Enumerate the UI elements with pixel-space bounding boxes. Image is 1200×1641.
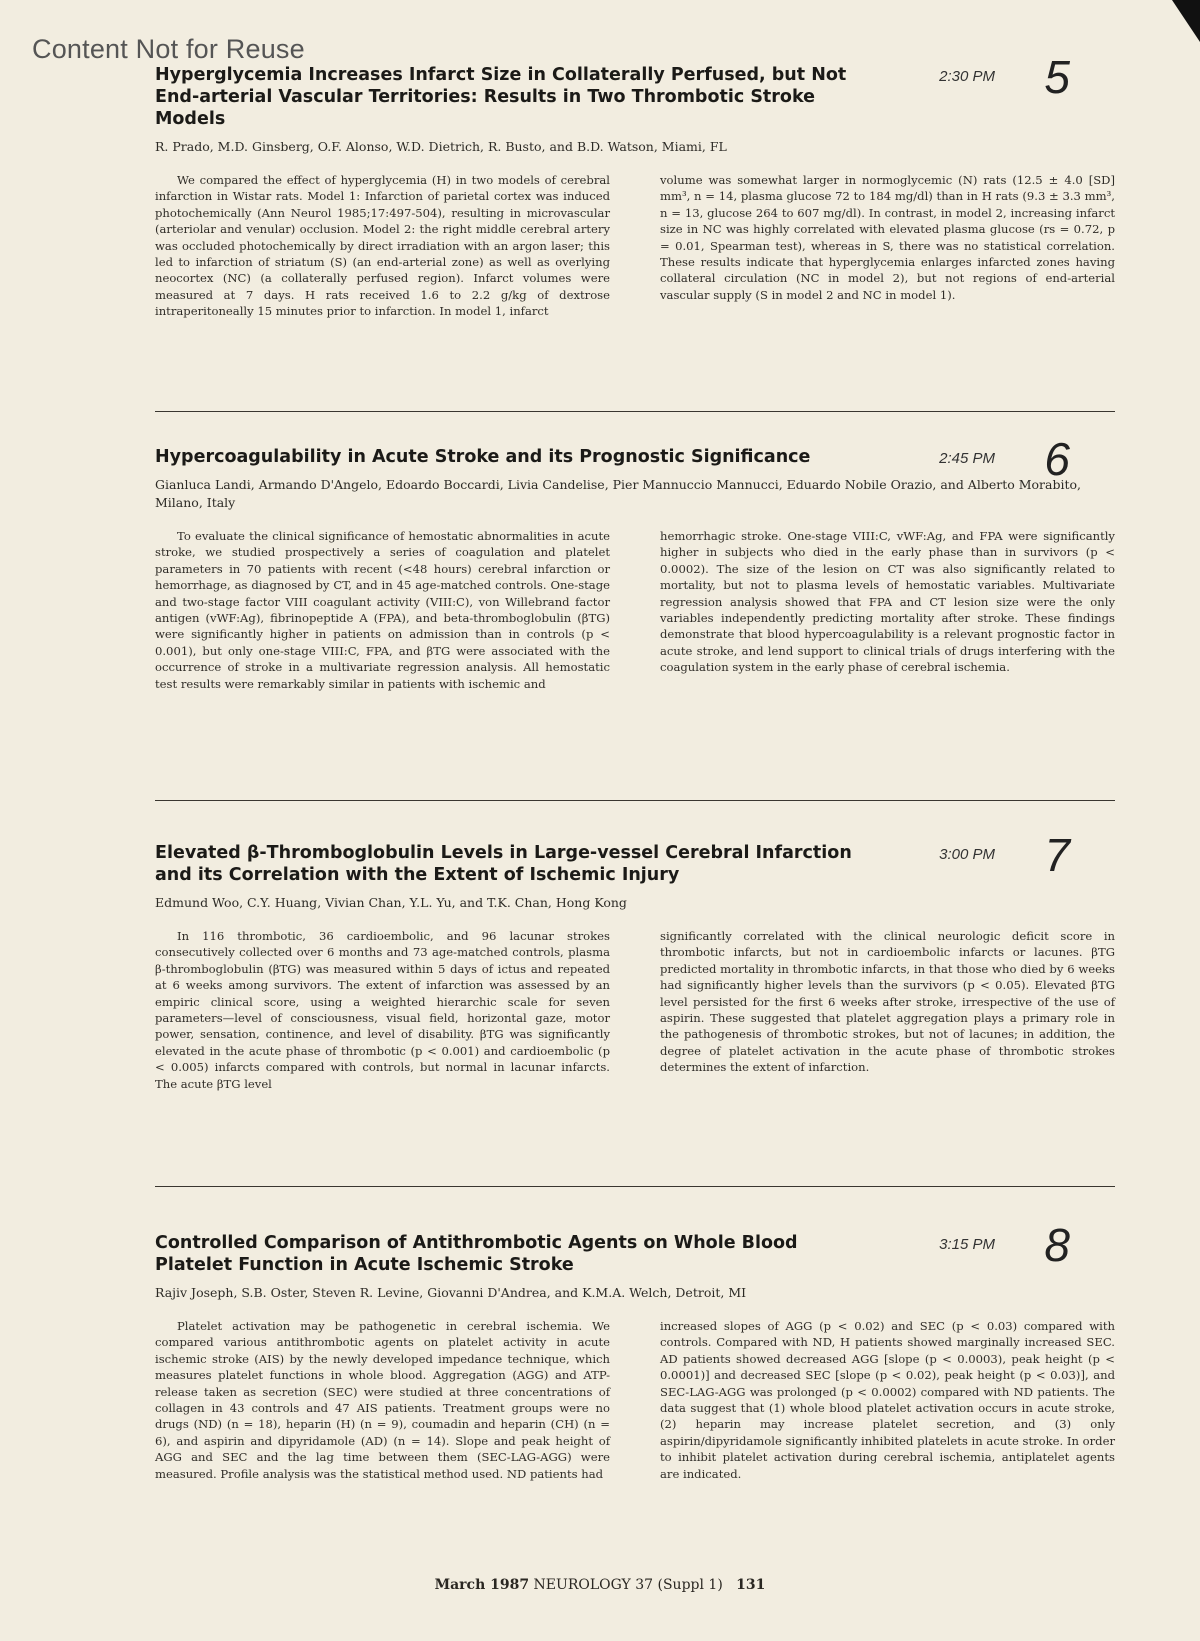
session-time: 3:15 PM	[939, 1236, 995, 1253]
page-corner	[1172, 0, 1200, 42]
abstract-authors: Gianluca Landi, Armando D'Angelo, Edoardo Boccardi, Livia Candelise, Pier Mannuccio Mannucci, Eduardo Nobile Orazio, and Alberto Morabito, Milano, Italy	[155, 477, 1081, 510]
abstract-title: Hypercoagulability in Acute Stroke and its Prognostic Significance	[155, 447, 811, 467]
abstract-number: 5	[1044, 51, 1070, 103]
abstract-text-right: increased slopes of AGG (p < 0.02) and SEC (p < 0.03) compared with controls. Compared with ND, H patients showed marginally increased SEC. AD patients showed decreased AGG [slope (p < 0.0003), peak height (p < 0.0001)] and decreased SEC [slope (p < 0.02), peak height (p < 0.03)], and SEC-LAG-AGG was prolonged (p < 0.0002) compared with ND patients. The data suggest that (1) whole blood platelet activation occurs in acute stroke, (2) heparin may increase platelet secretion, and (3) only aspirin/dipyridamole significantly inhibited platelets in acute stroke. In order to inhibit platelet activation during cerebral ischemia, antiplatelet agents are indicated.	[660, 1319, 1115, 1481]
abstract-title: Elevated β-Thromboglobulin Levels in Large-vessel Cerebral Infarction and its Correlation with the Extent of Ischemic Injury	[155, 843, 852, 885]
abstract-authors: R. Prado, M.D. Ginsberg, O.F. Alonso, W.D. Dietrich, R. Busto, and B.D. Watson, Miami, FL	[155, 139, 727, 154]
abstract-number: 7	[1044, 829, 1070, 881]
abstract-text-left: To evaluate the clinical significance of hemostatic abnormalities in acute stroke, we studied prospectively a series of coagulation and platelet parameters in 70 patients with recent (<48 hours) cerebral infarction or hemorrhage, as diagnosed by CT, and in 45 age-matched controls. One-stage and two-stage factor VIII coagulant activity (VIII:C), von Willebrand factor antigen (vWF:Ag), fibrinopeptide A (FPA), and beta-thromboglobulin (βTG) were significantly higher in patients on admission than in controls (p < 0.001), but only one-stage VIII:C, FPA, and βTG were associated with the occurrence of stroke in a multivariate regression analysis. All hemostatic test results were remarkably similar in patients with ischemic and	[155, 529, 610, 691]
abstract-authors: Rajiv Joseph, S.B. Oster, Steven R. Levine, Giovanni D'Andrea, and K.M.A. Welch, Detroit, MI	[155, 1285, 747, 1300]
abstract-number: 6	[1044, 433, 1070, 485]
abstract-title: Controlled Comparison of Antithrombotic Agents on Whole Blood Platelet Function in Acute Ischemic Stroke	[155, 1233, 798, 1275]
abstract-text-left: We compared the effect of hyperglycemia (H) in two models of cerebral infarction in Wistar rats. Model 1: Infarction of parietal cortex was induced photochemically (Ann Neurol 1985;17:497-504), resulting in microvascular (arteriolar and venular) occlusion. Model 2: the right middle cerebral artery was occluded photochemically by direct irradiation with an argon laser; this led to infarction of striatum (S) (an end-arterial zone) as well as overlying neocortex (NC) (a collaterally perfused region). Infarct volumes were measured at 7 days. H rats received 1.6 to 2.2 g/kg of dextrose intraperitoneally 15 minutes prior to infarction. In model 1, infarct	[155, 173, 610, 319]
abstract-5	[155, 51, 1115, 320]
abstract-text-left: Platelet activation may be pathogenetic in cerebral ischemia. We compared various antithrombotic agents on platelet activity in acute ischemic stroke (AIS) by the newly developed impedance technique, which measures platelet functions in whole blood. Aggregation (AGG) and ATP-release taken as secretion (SEC) were studied at three concentrations of collagen in 43 controls and 47 AIS patients. Treatment groups were no drugs (ND) (n = 18), heparin (H) (n = 9), coumadin and heparin (CH) (n = 6), and aspirin and dipyridamole (AD) (n = 14). Slope and peak height of AGG and SEC and the lag time between them (SEC-LAG-AGG) were measured. Profile analysis was the statistical method used. ND patients had	[155, 1319, 610, 1481]
session-time: 2:45 PM	[939, 450, 995, 467]
session-time: 3:00 PM	[939, 846, 995, 863]
section-divider	[155, 1186, 1115, 1187]
abstract-6	[155, 433, 1115, 692]
abstract-title: Hyperglycemia Increases Infarct Size in Collaterally Perfused, but Not End-arterial Vascular Territories: Results in Two Thrombotic Stroke Models	[155, 65, 847, 129]
section-divider	[155, 800, 1115, 801]
watermark: Content Not for Reuse	[32, 34, 305, 64]
session-time: 2:30 PM	[939, 68, 995, 85]
abstract-text-right: hemorrhagic stroke. One-stage VIII:C, vWF:Ag, and FPA were significantly higher in subjects who died in the early phase than in survivors (p < 0.0002). The size of the lesion on CT was also significantly related to mortality, but not to plasma levels of hemostatic variables. Multivariate regression analysis showed that FPA and CT lesion size were the only variables independently predicting mortality after stroke. These findings demonstrate that blood hypercoagulability is a relevant prognostic factor in acute stroke, and lend support to clinical trials of drugs interfering with the coagulation system in the early phase of cerebral ischemia.	[660, 529, 1115, 675]
abstract-8	[155, 1219, 1115, 1482]
abstract-authors: Edmund Woo, C.Y. Huang, Vivian Chan, Y.L. Yu, and T.K. Chan, Hong Kong	[155, 895, 627, 910]
abstract-text-right: significantly correlated with the clinical neurologic deficit score in thrombotic infarcts, but not in cardioembolic infarcts or lacunes. βTG predicted mortality in thrombotic infarcts, in that those who died by 6 weeks had significantly higher levels than the survivors (p < 0.05). Elevated βTG level persisted for the first 6 weeks after stroke, irrespective of the use of aspirin. These suggested that platelet aggregation plays a primary role in the pathogenesis of thrombotic strokes, but not of lacunes; in addition, the degree of platelet activation in the acute phase of thrombotic strokes determines the extent of infarction.	[660, 929, 1115, 1075]
footer-journal: NEUROLOGY 37 (Suppl 1)	[533, 1577, 723, 1593]
footer-date: March 1987	[434, 1577, 530, 1593]
page-footer	[0, 1577, 1200, 1593]
abstract-text-right: volume was somewhat larger in normoglycemic (N) rats (12.5 ± 4.0 [SD] mm³, n = 14, plasma glucose 72 to 184 mg/dl) than in H rats (9.3 ± 3.3 mm³, n = 13, glucose 264 to 607 mg/dl). In contrast, in model 2, increasing infarct size in NC was highly correlated with elevated plasma glucose (rs = 0.72, p = 0.01, Spearman test), whereas in S, there was no statistical correlation. These results indicate that hyperglycemia enlarges infarcted zones having collateral circulation (NC in model 2), but not regions of end-arterial vascular supply (S in model 2 and NC in model 1).	[660, 173, 1115, 302]
abstract-text-left: In 116 thrombotic, 36 cardioembolic, and 96 lacunar strokes consecutively collected over 6 months and 73 age-matched controls, plasma β-thromboglobulin (βTG) was measured within 5 days of ictus and repeated at 6 weeks among survivors. The extent of infarction was assessed by an empiric clinical score, using a weighted hierarchic scale for seven parameters—level of consciousness, visual field, horizontal gaze, motor power, sensation, continence, and level of disability. βTG was significantly elevated in the acute phase of thrombotic (p < 0.001) and cardioembolic (p < 0.005) infarcts compared with controls, but normal in lacunar infarcts. The acute βTG level	[155, 929, 610, 1091]
footer-page-number: 131	[736, 1577, 766, 1593]
abstract-number: 8	[1044, 1219, 1070, 1271]
abstract-7	[155, 829, 1115, 1092]
section-divider	[155, 411, 1115, 412]
